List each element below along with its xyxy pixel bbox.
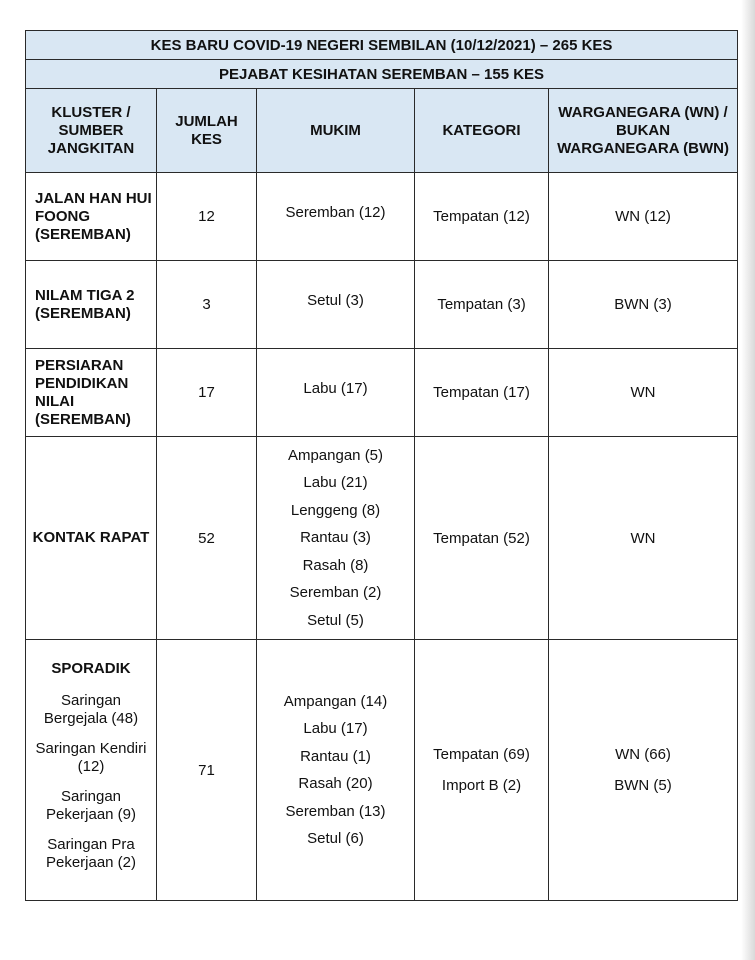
mukim-item: Labu (17) [303, 720, 368, 737]
kluster-cell [26, 640, 157, 901]
warganegara-item: WN [630, 529, 656, 547]
sub-item: Saringan Bergejala (48) [43, 692, 139, 727]
mukim-cell [257, 261, 415, 349]
warganegara-cell [549, 437, 738, 640]
kategori-cell [415, 173, 549, 261]
kategori-item: Import B (2) [441, 776, 522, 794]
header-kategori: KATEGORI [415, 89, 549, 173]
kluster-cell: JALAN HAN HUI FOONG (SEREMBAN) [26, 173, 157, 261]
mukim-item: Ampangan (5) [287, 446, 384, 464]
warganegara-item: WN (12) [615, 208, 671, 225]
table-subtitle: PEJABAT KESIHATAN SEREMBAN – 155 KES [26, 60, 738, 89]
subtitle-row [26, 60, 738, 89]
mukim-item: Setul (6) [307, 830, 364, 847]
mukim-cell [257, 640, 415, 901]
mukim-cell [257, 349, 415, 437]
kategori-item: Tempatan (3) [437, 296, 526, 313]
warganegara-cell [549, 640, 738, 901]
kluster-cell: KONTAK RAPAT [26, 437, 157, 640]
mukim-item: Rasah (20) [298, 775, 373, 792]
mukim-item: Lenggeng (8) [290, 501, 381, 519]
sub-item: Saringan Pekerjaan (9) [45, 788, 137, 823]
header-row [26, 89, 738, 173]
kategori-item: Tempatan (12) [433, 208, 530, 225]
kategori-cell [415, 640, 549, 901]
title-row [26, 31, 738, 60]
mukim-item: Setul (5) [307, 611, 364, 629]
table-row [26, 640, 738, 901]
warganegara-item: BWN (5) [614, 776, 672, 794]
header-mukim: MUKIM [257, 89, 415, 173]
sub-item: Saringan Kendiri (12) [35, 740, 147, 775]
kategori-cell [415, 437, 549, 640]
kategori-cell [415, 349, 549, 437]
mukim-item: Labu (21) [303, 474, 368, 492]
mukim-item: Rantau (3) [300, 529, 371, 547]
table-row [26, 173, 738, 261]
jumlah-cell: 71 [157, 640, 257, 901]
warganegara-cell [549, 261, 738, 349]
warganegara-cell [549, 173, 738, 261]
warganegara-item: BWN (3) [614, 296, 672, 313]
mukim-item: Rasah (8) [302, 556, 369, 574]
warganegara-item: WN [630, 384, 656, 401]
mukim-item: Seremban (12) [285, 204, 386, 221]
mukim-cell [257, 437, 415, 640]
kluster-cell: PERSIARAN PENDIDIKAN NILAI (SEREMBAN) [26, 349, 157, 437]
warganegara-cell [549, 349, 738, 437]
jumlah-cell: 12 [157, 173, 257, 261]
kategori-cell [415, 261, 549, 349]
sub-item: Saringan Pra Pekerjaan (2) [45, 836, 137, 871]
header-jumlah: JUMLAH KES [157, 89, 257, 173]
kluster-cell: NILAM TIGA 2 (SEREMBAN) [26, 261, 157, 349]
warganegara-item: WN (66) [615, 746, 671, 763]
page-edge-shadow [741, 0, 755, 960]
mukim-item: Labu (17) [303, 380, 368, 397]
sporadik-label: SPORADIK [51, 660, 131, 677]
mukim-item: Seremban (13) [285, 802, 386, 820]
table-title: KES BARU COVID-19 NEGERI SEMBILAN (10/12/2021) – 265 KES [26, 31, 738, 60]
jumlah-cell: 17 [157, 349, 257, 437]
mukim-item: Seremban (2) [289, 584, 382, 602]
mukim-item: Ampangan (14) [283, 692, 388, 710]
header-warganegara: WARGANEGARA (WN) / BUKAN WARGANEGARA (BWN) [549, 89, 738, 173]
table-row [26, 437, 738, 640]
header-kluster: KLUSTER / SUMBER JANGKITAN [26, 89, 157, 173]
kategori-item: Tempatan (69) [433, 746, 530, 763]
kategori-item: Tempatan (52) [433, 529, 530, 547]
covid-case-table [25, 30, 738, 901]
table-row [26, 261, 738, 349]
mukim-cell [257, 173, 415, 261]
kategori-item: Tempatan (17) [433, 384, 530, 401]
jumlah-cell: 3 [157, 261, 257, 349]
mukim-item: Rantau (1) [300, 747, 371, 765]
jumlah-cell: 52 [157, 437, 257, 640]
mukim-item: Setul (3) [307, 292, 364, 309]
table-row [26, 349, 738, 437]
